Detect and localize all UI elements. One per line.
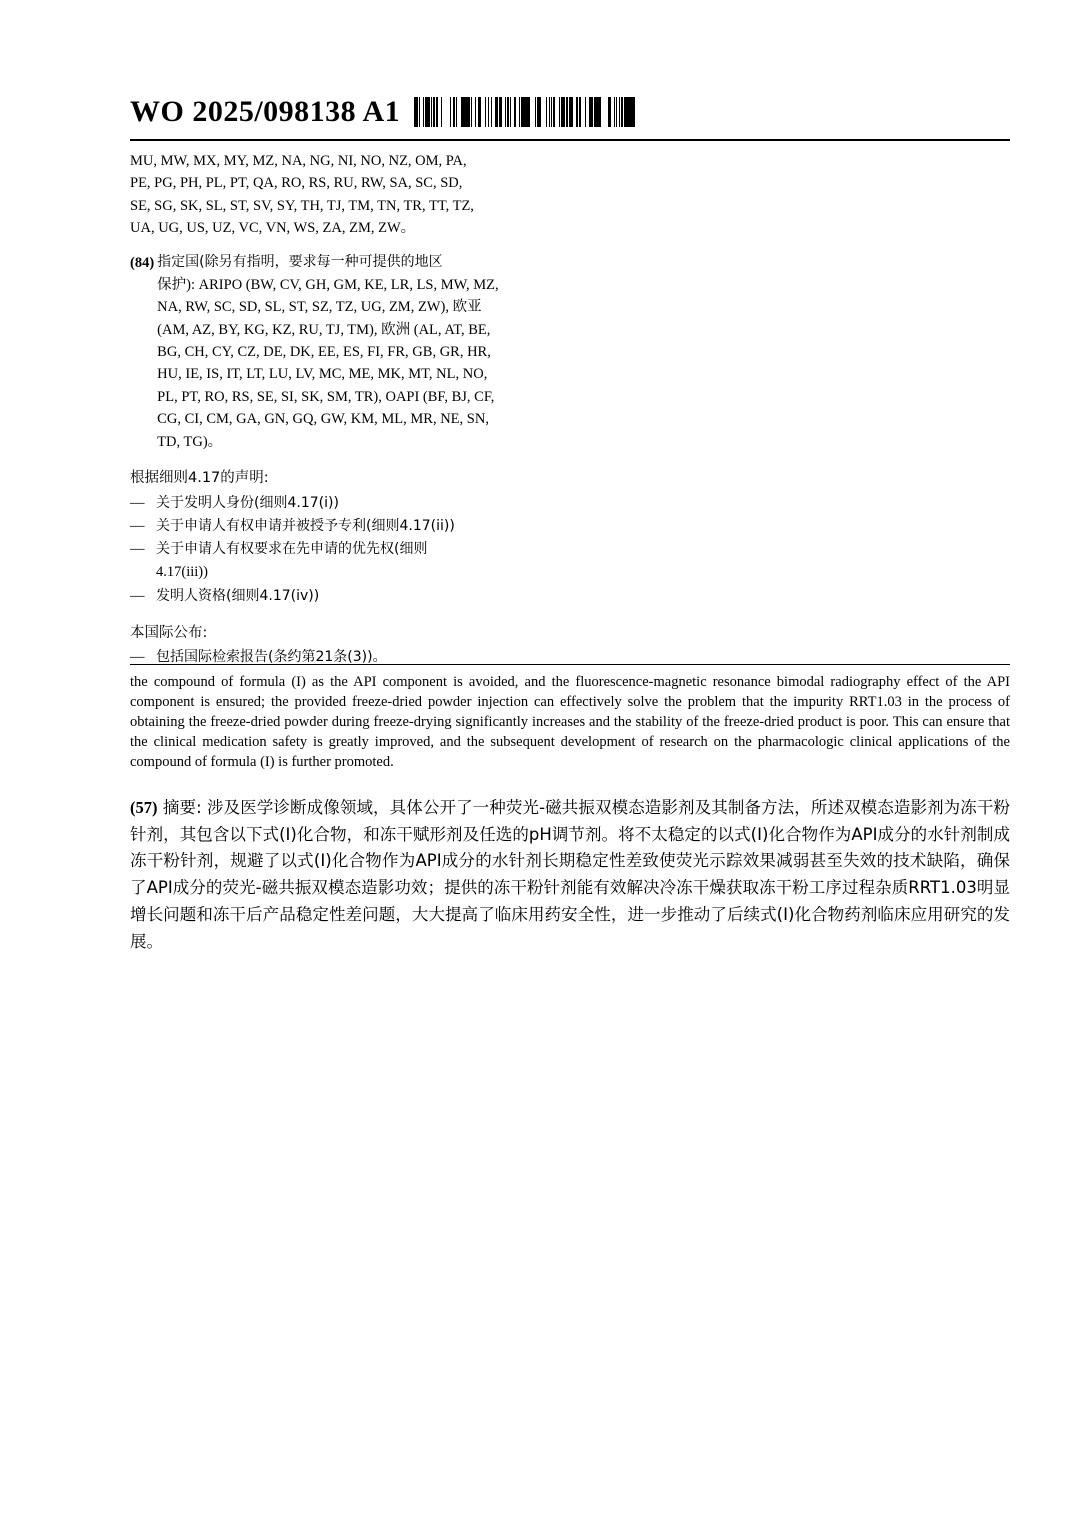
- abstract-text: 涉及医学诊断成像领域，具体公开了一种荧光-磁共振双模态造影剂及其制备方法，所述双模态造影剂为冻干粉针剂，其包含以下式(I)化合物，和冻干赋形剂及任选的pH调节剂。将不太稳定的以式(I)化合物作为API成分的水针剂制成冻干粉针剂，规避了以式(I)化合物作为API成分的水针剂长期稳定性差致使荧光示踪效果减弱甚至失效的技术缺陷，确保了API成分的荧光-磁共振双模态造影功效；提供的冻干粉针剂能有效解决冷冻干燥获取冻干粉工序过程杂质RRT1.03明显增长问题和冻干后产品稳定性差问题，大大提高了临床用药安全性，进一步推动了后续式(I)化合物药剂临床应用研究的发展。: [130, 798, 1011, 951]
- inid-84-line: PL, PT, RO, RS, SE, SI, SK, SM, TR), OAPI (BF, BJ, CF,: [157, 388, 495, 405]
- inid-57-number: (57): [130, 798, 158, 817]
- declaration-text: 关于申请人有权申请并被授予专利(细则4.17(ii)): [156, 517, 455, 534]
- list-item: [130, 538, 560, 561]
- inid-84-number: (84): [130, 254, 155, 271]
- publication-number: WO 2025/098138 A1: [130, 95, 401, 128]
- dash-bullet-icon: —: [130, 494, 145, 511]
- inid-84-block: [130, 252, 560, 453]
- dash-bullet-icon: —: [130, 517, 145, 534]
- inid-84-line: (AM, AZ, BY, KG, KZ, RU, TJ, TM), 欧洲 (AL, AT, BE,: [157, 321, 491, 338]
- left-column: [130, 150, 560, 669]
- list-item-continuation: [130, 561, 560, 584]
- declaration-text-continued: 4.17(iii)): [156, 564, 208, 581]
- country-code-line: PE, PG, PH, PL, PT, QA, RO, RS, RU, RW, SA, SC, SD,: [130, 175, 463, 192]
- publication-list: [130, 646, 560, 669]
- country-code-block: [130, 150, 560, 240]
- declaration-text: 发明人资格(细则4.17(iv)): [156, 587, 320, 604]
- inid-84-line: BG, CH, CY, CZ, DE, DK, EE, ES, FI, FR, GB, GR, HR,: [157, 343, 491, 360]
- inid-84-line: HU, IE, IS, IT, LT, LU, LV, MC, ME, MK, MT, NL, NO,: [157, 366, 488, 383]
- barcode-icon: [414, 97, 1010, 127]
- list-item: [130, 492, 560, 515]
- inid-84-line: TD, TG)。: [157, 433, 223, 450]
- chinese-abstract: [130, 795, 1010, 955]
- abstract-divider: [130, 664, 1010, 665]
- publication-title: 本国际公布:: [130, 624, 208, 641]
- header-divider: [130, 139, 1010, 141]
- english-abstract: the compound of formula (I) as the API component is avoided, and the fluorescence-magnetic resonance bimodal radiography effect of the API component is ensured; the provided freeze-dried powder injection can effectively solve the problem that the impurity RRT1.03 in the process of obtaining the freeze-dried powder during freeze-drying significantly increases and the stability of the freeze-dried product is poor. This can ensure that the clinical medication safety is greatly improved, and the subsequent development of research on the pharmacologic clinical applications of the compound of formula (I) is further promoted.: [130, 674, 1010, 770]
- declaration-text: 关于发明人身份(细则4.17(i)): [156, 494, 339, 511]
- inid-84-line: NA, RW, SC, SD, SL, ST, SZ, TZ, UG, ZM, ZW), 欧亚: [157, 299, 482, 316]
- inid-84-body: [157, 252, 498, 453]
- inid-84-line: CG, CI, CM, GA, GN, GQ, GW, KM, ML, MR, NE, SN,: [157, 411, 489, 428]
- dash-bullet-icon: —: [130, 587, 145, 604]
- page-header: [130, 95, 1010, 129]
- country-code-line: SE, SG, SK, SL, ST, SV, SY, TH, TJ, TM, TN, TR, TT, TZ,: [130, 197, 474, 214]
- dash-bullet-icon: —: [130, 649, 145, 666]
- publication-item-text: 包括国际检索报告(条约第21条(3))。: [156, 649, 387, 666]
- abstract-label: 摘要:: [162, 798, 202, 817]
- declaration-text: 关于申请人有权要求在先申请的优先权(细则: [156, 541, 428, 558]
- list-item: [130, 646, 560, 669]
- dash-bullet-icon: —: [130, 541, 145, 558]
- inid-84-line: 保护): ARIPO (BW, CV, GH, GM, KE, LR, LS, MW, MZ,: [157, 276, 499, 293]
- list-item: [130, 515, 560, 538]
- country-code-line: MU, MW, MX, MY, MZ, NA, NG, NI, NO, NZ, OM, PA,: [130, 153, 467, 169]
- declarations-title: 根据细则4.17的声明:: [130, 470, 269, 487]
- list-item: [130, 585, 560, 608]
- inid-84-line: 指定国(除另有指明，要求每一种可提供的地区: [157, 253, 443, 270]
- declarations-list: [130, 492, 560, 608]
- country-code-line: UA, UG, US, UZ, VC, VN, WS, ZA, ZM, ZW。: [130, 220, 416, 237]
